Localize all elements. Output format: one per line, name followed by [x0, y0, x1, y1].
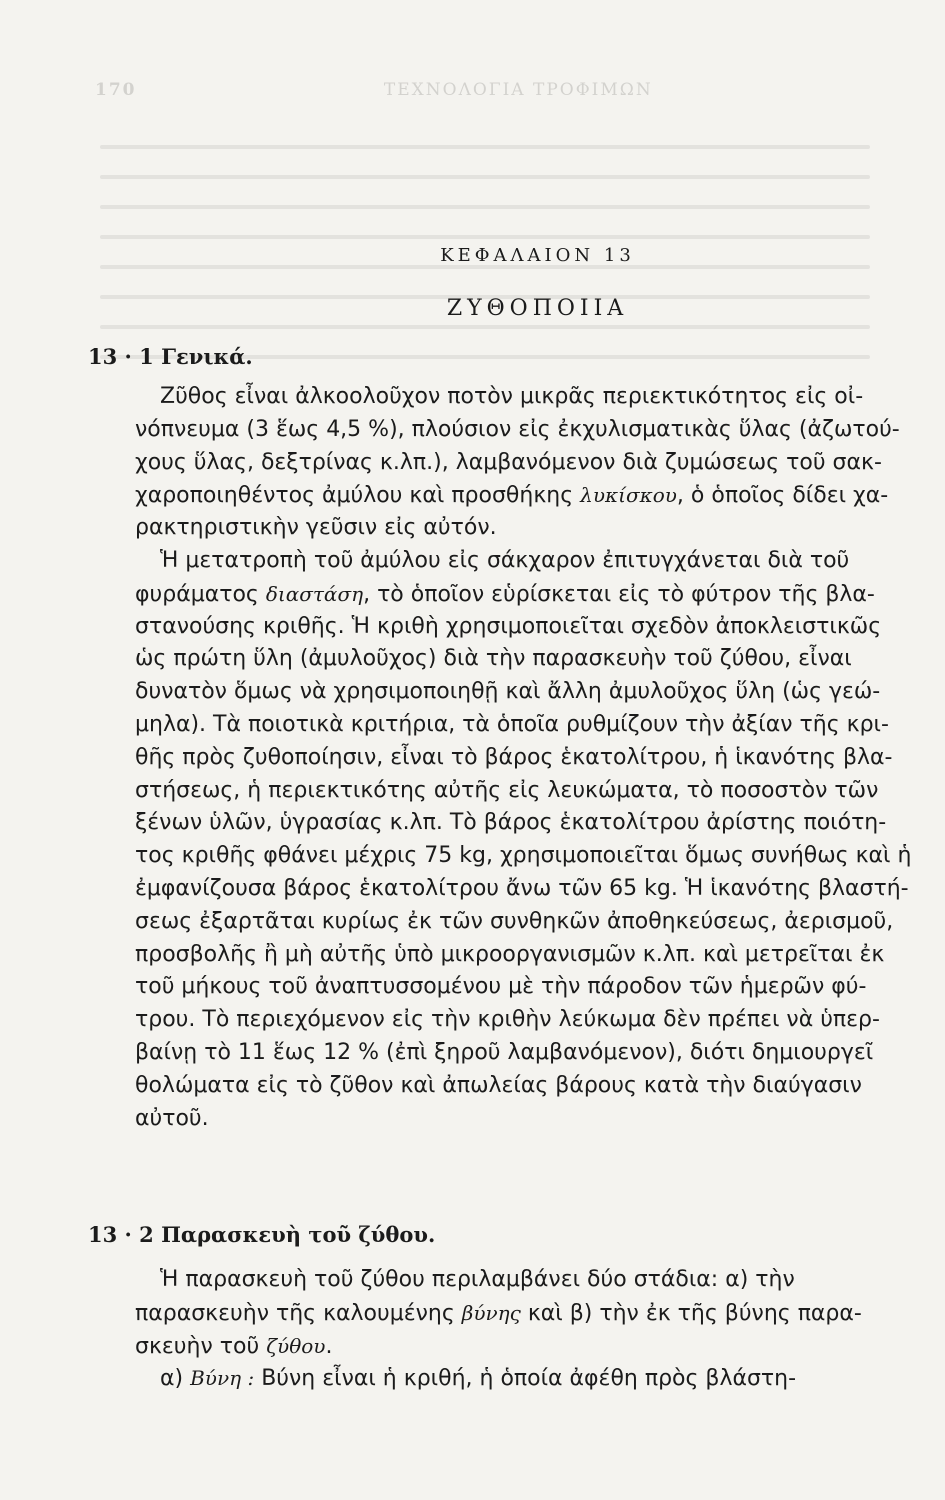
chapter-title: ΖΥΘΟΠΟΙΙΑ: [446, 296, 629, 321]
text-line: μηλα). Τὰ ποιοτικὰ κριτήρια, τὰ ὁποῖα ρυθμίζουν τὴν ἀξίαν τῆς κρι-: [135, 711, 889, 737]
text-segment: καὶ β) τὴν ἐκ τῆς βύνης παρα-: [527, 1300, 862, 1326]
text-line: νόπνευμα (3 ἕως 4,5 %), πλούσιον εἰς ἐκχυλισματικὰς ὕλας (ἀζωτού-: [135, 416, 900, 442]
text-line: τρου. Τὸ περιεχόμενον εἰς τὴν κριθὴν λεύκωμα δὲν πρέπει νὰ ὑπερ-: [135, 1007, 880, 1033]
text-line: τοῦ μήκους τοῦ ἀναπτυσσομένου μὲ τὴν πάροδον τῶν ἡμερῶν φύ-: [135, 974, 867, 1000]
text-line: θῆς πρὸς ζυθοποίησιν, εἶναι τὸ βάρος ἑκατολίτρου, ἡ ἱκανότης βλα-: [135, 744, 893, 770]
text-line: [135, 1297, 930, 1330]
text-line: ρακτηριστικὴν γεῦσιν εἰς αὐτόν.: [135, 515, 497, 541]
chapter-label: ΚΕΦΑΛΑΙΟΝ 13: [440, 245, 635, 266]
bleed-page-number: 170: [95, 80, 137, 100]
text-segment: Βύνη εἶναι ἡ κριθή, ἡ ὁποία ἀφέθη πρὸς βλάστη-: [261, 1366, 797, 1392]
section-preparation-body: [135, 1264, 930, 1395]
text-line: αὐτοῦ.: [135, 1105, 209, 1131]
italic-term: ζύθου: [266, 1333, 326, 1358]
text-line: δυνατὸν ὅμως νὰ χρησιμοποιηθῇ καὶ ἄλλη ἀμυλοῦχος ὕλη (ὡς γεώ-: [135, 679, 881, 705]
italic-term: Βύνη :: [190, 1366, 255, 1391]
text-line: στήσεως, ἡ περιεκτικότης αὐτῆς εἰς λευκώματα, τὸ ποσοστὸν τῶν: [135, 777, 879, 803]
italic-term: βύνης: [461, 1300, 521, 1325]
text-segment: φυράματος: [135, 581, 259, 607]
text-line: [135, 1362, 930, 1395]
text-line: [135, 1330, 930, 1363]
text-line: ξένων ὑλῶν, ὑγρασίας κ.λπ. Τὸ βάρος ἑκατολίτρου ἀρίστης ποιότη-: [135, 810, 887, 836]
text-segment: , ὁ ὁποῖος δίδει χα-: [676, 483, 889, 509]
text-line: Ἡ μετατροπὴ τοῦ ἀμύλου εἰς σάκχαρον ἐπιτυγχάνεται διὰ τοῦ: [160, 547, 850, 573]
text-segment: παρασκευὴν τῆς καλουμένης: [135, 1300, 455, 1326]
text-line: σεως ἐξαρτᾶται κυρίως ἐκ τῶν συνθηκῶν ἀποθηκεύσεως, ἀερισμοῦ,: [135, 908, 894, 934]
italic-term: διαστάση: [265, 581, 364, 606]
text-segment: , τὸ ὁποῖον εὑρίσκεται εἰς τὸ φύτρον τῆς βλα-: [363, 581, 875, 607]
text-segment: α): [160, 1366, 184, 1392]
text-line: προσβολῆς ἢ μὴ αὐτῆς ὑπὸ μικροοργανισμῶν κ.λπ. καὶ μετρεῖται ἐκ: [135, 941, 885, 967]
text-line: ὡς πρώτη ὕλη (ἀμυλοῦχος) διὰ τὴν παρασκευὴν τοῦ ζύθου, εἶναι: [135, 646, 852, 672]
text-segment: .: [325, 1333, 333, 1359]
section-heading-general: 13 · 1 Γενικά.: [88, 344, 253, 369]
text-line: ἐμφανίζουσα βάρος ἑκατολίτρου ἄνω τῶν 65 kg. Ἡ ἱκανότης βλαστή-: [135, 875, 909, 901]
text-line: Ζῦθος εἶναι ἀλκοολοῦχον ποτὸν μικρᾶς περιεκτικότητος εἰς οἰ-: [160, 384, 864, 409]
text-line: Ἡ παρασκευὴ τοῦ ζύθου περιλαμβάνει δύο στάδια: α) τὴν: [160, 1267, 795, 1292]
section-general-body: [135, 381, 930, 1135]
text-line: θολώματα εἰς τὸ ζῦθον καὶ ἀπωλείας βάρους κατὰ τὴν διαύγασιν: [135, 1072, 862, 1098]
italic-term: λυκίσκου: [580, 483, 677, 508]
text-line: [135, 479, 930, 512]
text-segment: σκευὴν τοῦ: [135, 1333, 260, 1359]
text-line: χους ὕλας, δεξτρίνας κ.λπ.), λαμβανόμενον διὰ ζυμώσεως τοῦ σακ-: [135, 449, 882, 475]
text-line: στανούσης κριθῆς. Ἡ κριθὴ χρησιμοποιεῖται σχεδὸν ἀποκλειστικῶς: [135, 613, 882, 639]
text-segment: χαροποιηθέντος ἀμύλου καὶ προσθήκης: [135, 483, 574, 509]
text-line: [135, 578, 930, 611]
section-heading-preparation: 13 · 2 Παρασκευὴ τοῦ ζύθου.: [88, 1222, 436, 1247]
bleed-running-head: ΤΕΧΝΟΛΟΓΙΑ ΤΡΟΦΙΜΩΝ: [383, 80, 653, 100]
text-line: τος κριθῆς φθάνει μέχρις 75 kg, χρησιμοποιεῖται ὅμως συνήθως καὶ ἡ: [135, 843, 912, 869]
bleed-through-header: [95, 80, 655, 100]
text-line: βαίνῃ τὸ 11 ἕως 12 % (ἐπὶ ξηροῦ λαμβανόμενον), διότι δημιουργεῖ: [135, 1039, 874, 1065]
